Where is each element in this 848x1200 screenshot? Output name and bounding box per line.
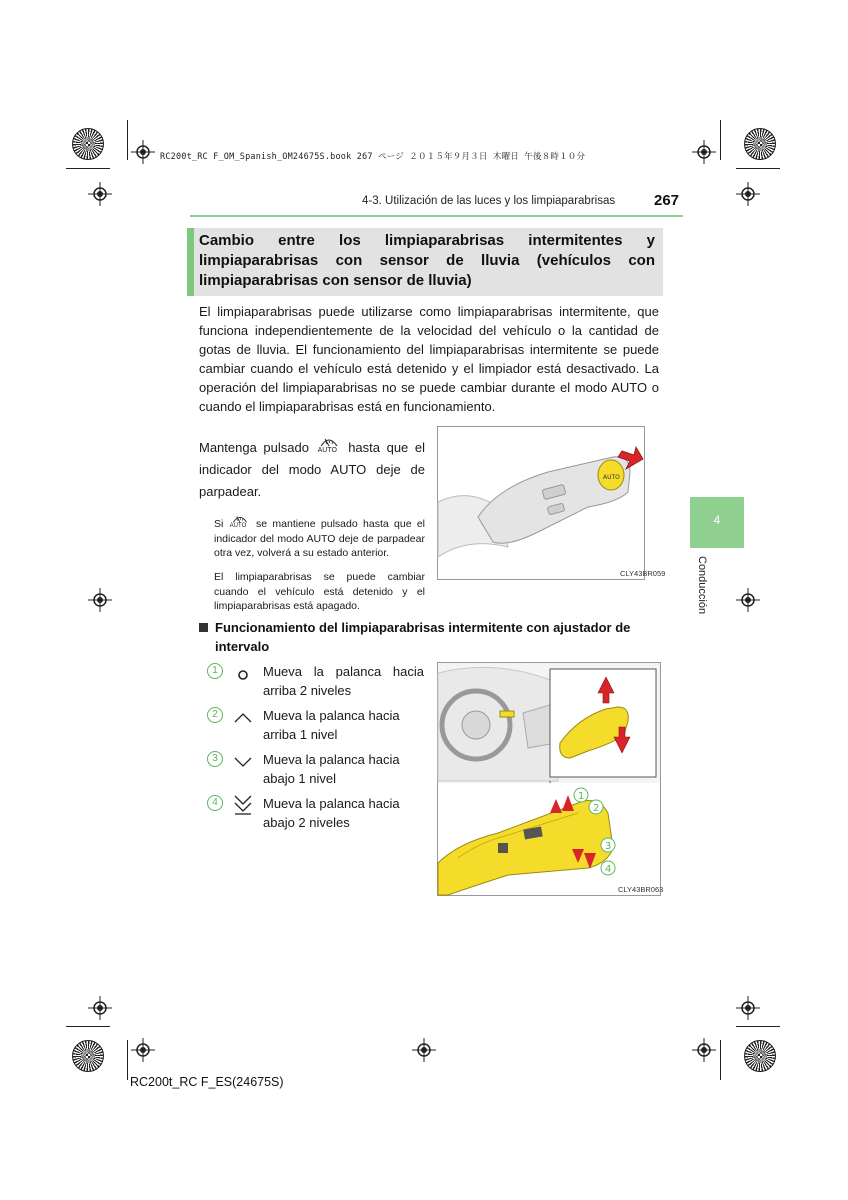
registration-target-icon bbox=[692, 1038, 716, 1062]
chapter-tab[interactable] bbox=[690, 497, 744, 548]
step-number: 2 bbox=[207, 707, 223, 723]
crop-mark bbox=[720, 120, 721, 160]
step-text: Mueva la palanca hacia abajo 1 nivel bbox=[263, 752, 400, 786]
registration-target-icon bbox=[131, 140, 155, 164]
registration-target-icon bbox=[692, 140, 716, 164]
crop-mark bbox=[736, 1026, 780, 1027]
list-item bbox=[207, 706, 427, 750]
registration-target-icon bbox=[88, 588, 112, 612]
list-item bbox=[207, 662, 427, 706]
registration-target-icon bbox=[736, 996, 760, 1020]
crop-mark bbox=[720, 1040, 721, 1080]
registration-target-icon bbox=[736, 182, 760, 206]
figure-2-code: CLY43BR063 bbox=[618, 885, 664, 894]
header-title: 4-3. Utilización de las luces y los limpiaparabrisas bbox=[362, 195, 616, 207]
wiper-auto-icon bbox=[316, 436, 342, 456]
section-title: Cambio entre los limpiaparabrisas intermitentes y limpiaparabrisas con sensor de lluvia (vehículos con limpiaparabrisas con sensor de lluvia) bbox=[199, 232, 655, 289]
lever-up-1-icon bbox=[233, 710, 253, 724]
subsection-title: Funcionamiento del limpiaparabrisas intermitente con ajustador de intervalo bbox=[215, 620, 631, 654]
registration-target-icon bbox=[131, 1038, 155, 1062]
section-heading-box bbox=[187, 228, 663, 296]
fig2-callout: 3 bbox=[605, 841, 612, 852]
list-item bbox=[207, 794, 427, 838]
lever-down-1-icon bbox=[233, 754, 253, 768]
step-text: Mueva la palanca hacia arriba 2 niveles bbox=[263, 664, 424, 698]
crop-mark bbox=[736, 168, 780, 169]
footer-model: RC200t_RC F_ES(24675S) bbox=[130, 1075, 284, 1089]
lever-positions-illustration bbox=[438, 663, 660, 895]
chapter-number: 4 bbox=[713, 513, 721, 527]
instruction-before: Mantenga pulsado bbox=[199, 440, 309, 455]
figure-lever-positions bbox=[437, 662, 664, 896]
header-rule bbox=[190, 215, 683, 217]
fig2-callout: 4 bbox=[605, 864, 612, 875]
book-info: RC200t_RC F_OM_Spanish_OM24675S.book 267 ページ ２０１５年９月３日 木曜日 午後８時１０分 bbox=[160, 152, 586, 162]
intro-paragraph: El limpiaparabrisas puede utilizarse como limpiaparabrisas intermitente, que funciona independientemente de la velocidad del vehículo o la cantidad de gotas de lluvia. El funcionamiento del limpiaparabrisas intermitente se puede cambiar cuando el vehículo está detenido y el limpiador está desactivado. La operación del limpiaparabrisas no se puede cambiar durante el modo AUTO o cuando el limpiaparabrisas está en funcionamiento. bbox=[199, 304, 659, 414]
instruction-text bbox=[199, 436, 425, 503]
instruction-after: hasta que el indicador del modo AUTO deje de parpadear. bbox=[199, 440, 425, 499]
lever-down-2-icon bbox=[233, 794, 253, 816]
crop-mark bbox=[127, 1040, 128, 1080]
wiper-auto-icon-label: AUTO bbox=[229, 523, 247, 529]
registration-star-bottom-left bbox=[72, 1040, 104, 1072]
wiper-auto-icon-label: AUTO bbox=[317, 447, 337, 454]
step-text: Mueva la palanca hacia abajo 2 niveles bbox=[263, 796, 400, 830]
square-bullet-icon bbox=[199, 623, 208, 632]
step-number: 3 bbox=[207, 751, 223, 767]
note-2: El limpiaparabrisas se puede cambiar cuando el vehículo está detenido y el limpiaparabrisas está apagado. bbox=[214, 571, 425, 612]
crop-mark bbox=[127, 120, 128, 160]
step-text: Mueva la palanca hacia arriba 1 nivel bbox=[263, 708, 400, 742]
page-number: 267 bbox=[654, 192, 680, 209]
note-1 bbox=[214, 514, 425, 561]
fig1-button-label: AUTO bbox=[603, 474, 620, 481]
step-number: 1 bbox=[207, 663, 223, 679]
chapter-label: Conducción bbox=[696, 556, 708, 615]
list-item bbox=[207, 750, 427, 794]
registration-target-icon bbox=[736, 588, 760, 612]
crop-mark bbox=[66, 168, 110, 169]
figure-1-code: CLY43BR059 bbox=[620, 569, 666, 578]
registration-target-icon bbox=[412, 1038, 436, 1062]
fig2-callout: 2 bbox=[593, 803, 600, 814]
figure-wiper-auto-button bbox=[437, 426, 666, 580]
registration-star-top-left bbox=[72, 128, 104, 160]
fig2-callout: 1 bbox=[578, 791, 585, 802]
crop-mark bbox=[66, 1026, 110, 1027]
registration-target-icon bbox=[88, 996, 112, 1020]
registration-star-top-right bbox=[744, 128, 776, 160]
registration-target-icon bbox=[88, 182, 112, 206]
note-1-after: se mantiene pulsado hasta que el indicador del modo AUTO deje de parpadear otra vez, volverá a su estado anterior. bbox=[214, 518, 426, 559]
wiper-lever-illustration bbox=[438, 427, 644, 579]
registration-star-bottom-right bbox=[744, 1040, 776, 1072]
step-number: 4 bbox=[207, 795, 223, 811]
wiper-auto-icon bbox=[229, 514, 251, 530]
lever-up-2-icon bbox=[233, 666, 253, 680]
note-1-before: Si bbox=[214, 518, 224, 530]
